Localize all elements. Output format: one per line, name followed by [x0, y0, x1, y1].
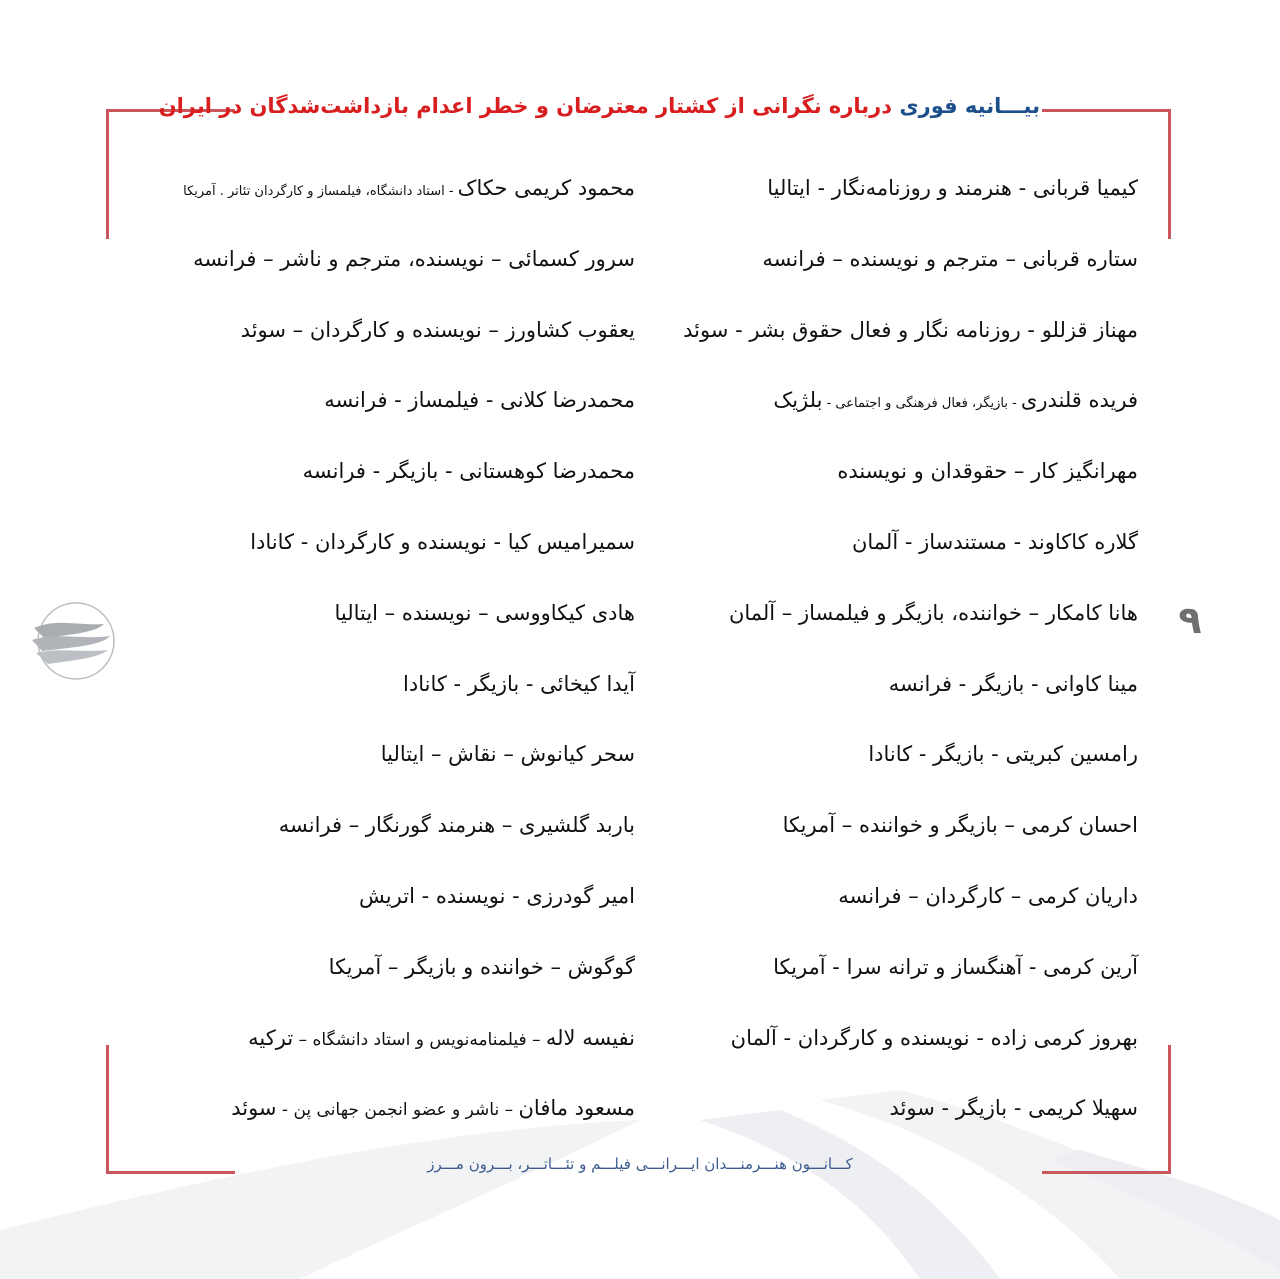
signatory-entry — [135, 658, 635, 729]
signatory-name: هادی کیکاووسی — [495, 600, 635, 625]
title-highlight: بیـــانیه فوری — [899, 94, 1040, 118]
signatory-name: باربد گلشیری — [519, 813, 635, 838]
page-number: ۹ — [1178, 598, 1202, 642]
signatory-name: آرین کرمی — [1043, 954, 1138, 979]
statement-title — [158, 88, 1040, 124]
signatory-role-country: - نویسنده - اتریش — [359, 883, 527, 908]
signatory-role-country: - فیلمساز - فرانسه — [324, 388, 501, 413]
signatory-name: داریان کرمی — [1027, 883, 1138, 908]
signatory-name: امیر گودرزی — [526, 883, 635, 908]
signatory-role-country: – کارگردان – فرانسه — [838, 883, 1028, 908]
signatories-right-column — [658, 162, 1138, 1153]
signatory-entry — [658, 516, 1138, 587]
signatory-name: یعقوب کشاورز — [505, 317, 635, 342]
signatory-country: ترکیه — [248, 1025, 294, 1050]
signatory-entry — [135, 870, 635, 941]
signatory-entry — [135, 941, 635, 1012]
signatory-name: محمود کریمی حکاک — [457, 176, 635, 200]
signatory-entry — [658, 799, 1138, 870]
signatory-entry — [658, 587, 1138, 658]
signatory-name: کیمیا قربانی — [1032, 176, 1138, 200]
signatory-role: - بازیگر، فعال فرهنگی و اجتماعی - — [822, 396, 1021, 412]
signatory-role-country: - بازیگر - فرانسه — [302, 459, 460, 484]
signatory-role-country: - روزنامه نگار و فعال حقوق بشر - سوئد — [683, 317, 1042, 342]
signatory-name: مینا کاوانی — [1045, 671, 1138, 696]
signatory-name: نفیسه لاله — [545, 1025, 635, 1050]
signatory-role-country: - آهنگساز و ترانه سرا - آمریکا — [773, 954, 1044, 979]
signatory-name: آیدا کیخائی — [540, 671, 635, 696]
signatory-role-country: - هنرمند و روزنامه‌نگار - ایتالیا — [767, 176, 1033, 200]
signatory-name: گلاره کاکاوند — [1027, 529, 1138, 554]
footer-organization-name: کـــانـــون هنـــرمنـــدان ایـــرانـــی فیلـــم و تئـــاتـــر، بـــرون مـــرز — [427, 1155, 853, 1173]
signatory-role-country: – خواننده و بازیگر – آمریکا — [328, 954, 568, 979]
signatory-entry — [658, 870, 1138, 941]
signatory-entry — [658, 1012, 1138, 1083]
frame-top-right-horizontal — [1042, 109, 1171, 112]
signatory-name: گوگوش — [567, 954, 635, 979]
frame-bottom-right-horizontal — [1042, 1171, 1171, 1174]
signatory-role-country: – هنرمند گورنگار – فرانسه — [278, 813, 520, 838]
signatory-entry — [135, 445, 635, 516]
signatory-entry — [135, 374, 635, 445]
signatory-entry — [658, 162, 1138, 233]
signatory-entry — [658, 374, 1138, 445]
signatory-role: – ناشر و عضو انجمن جهانی پن - — [276, 1100, 519, 1121]
signatory-role-country: - مستندساز - آلمان — [851, 529, 1028, 554]
signatory-entry — [658, 304, 1138, 375]
frame-bottom-right-vertical — [1168, 1045, 1171, 1174]
signatory-role: – فیلمنامه‌نویس و استاد دانشگاه – — [293, 1029, 546, 1050]
signatory-role-country: – نویسنده، مترجم و ناشر – فرانسه — [193, 246, 509, 271]
frame-bottom-left-vertical — [106, 1045, 109, 1174]
signatory-name: محمدرضا کوهستانی — [459, 459, 635, 484]
signatory-role: - استاد دانشگاه، فیلمساز و کارگردان تئاتر . آمریکا — [183, 184, 458, 199]
signatory-role-country: – نقاش – ایتالیا — [380, 742, 521, 767]
signatory-role-country: – مترجم و نویسنده – فرانسه — [762, 246, 1023, 271]
signatory-role-country: - نویسنده و کارگردان - آلمان — [730, 1025, 991, 1050]
signatory-role-country: – بازیگر و خواننده – آمریکا — [782, 813, 1022, 838]
signatory-entry — [135, 799, 635, 870]
signatory-role-country: – نویسنده – ایتالیا — [334, 600, 496, 625]
signatory-name: هانا کامکار — [1045, 600, 1138, 625]
signatory-name: سمیرامیس کیا — [507, 529, 635, 554]
signatory-name: سهیلا کریمی — [1028, 1096, 1138, 1121]
signatory-entry — [135, 587, 635, 658]
signatory-entry — [658, 941, 1138, 1012]
signatory-entry — [135, 162, 635, 233]
signatory-name: مهرانگیز کار — [1031, 459, 1138, 484]
signatory-role-country: - نویسنده و کارگردان - کانادا — [250, 529, 508, 554]
signatory-name: محمدرضا کلانی — [500, 388, 635, 413]
frame-top-left-vertical — [106, 109, 109, 239]
signatory-entry — [658, 658, 1138, 729]
signatory-role-country: – خواننده، بازیگر و فیلمساز – آلمان — [728, 600, 1046, 625]
signatory-name: بهروز کرمی زاده — [990, 1025, 1138, 1050]
signatory-name: رامسین کبریتی — [1005, 742, 1138, 767]
signatory-role-country: – حقوقدان و نویسنده — [837, 459, 1032, 484]
association-logo-icon — [26, 598, 122, 684]
signatory-country: بلژیک — [773, 388, 823, 413]
signatory-name: سحر کیانوش — [520, 742, 635, 767]
frame-top-right-vertical — [1168, 109, 1171, 239]
title-subject: درباره نگرانی از کشتار معترضان و خطر اعدام بازداشت‌شدگان در ایران — [158, 94, 893, 118]
signatory-entry — [135, 728, 635, 799]
signatories-left-column — [135, 162, 635, 1153]
signatory-role-country: - بازیگر - سوئد — [889, 1096, 1029, 1121]
signatory-entry — [658, 445, 1138, 516]
signatory-country: سوئد — [231, 1096, 277, 1121]
frame-bottom-left-horizontal — [106, 1171, 235, 1174]
signatory-entry — [135, 1012, 635, 1083]
signatory-name: مسعود مافان — [518, 1096, 635, 1121]
signatory-entry — [658, 728, 1138, 799]
signatory-role-country: – نویسنده و کارگردان – سوئد — [240, 317, 506, 342]
signatory-role-country: - بازیگر - کانادا — [403, 671, 541, 696]
signatory-name: مهناز قزللو — [1041, 317, 1138, 342]
signatory-name: احسان کرمی — [1021, 813, 1138, 838]
signatory-entry — [135, 233, 635, 304]
signatory-name: ستاره قربانی — [1022, 246, 1138, 271]
signatory-entry — [135, 516, 635, 587]
signatory-name: سرور کسمائی — [508, 246, 635, 271]
signatory-entry — [658, 1082, 1138, 1153]
signatory-entry — [135, 1082, 635, 1153]
signatory-role-country: - بازیگر - کانادا — [868, 742, 1006, 767]
signatory-name: فریده قلندری — [1020, 388, 1138, 413]
signatory-role-country: - بازیگر - فرانسه — [888, 671, 1046, 696]
signatory-entry — [135, 304, 635, 375]
signatory-entry — [658, 233, 1138, 304]
